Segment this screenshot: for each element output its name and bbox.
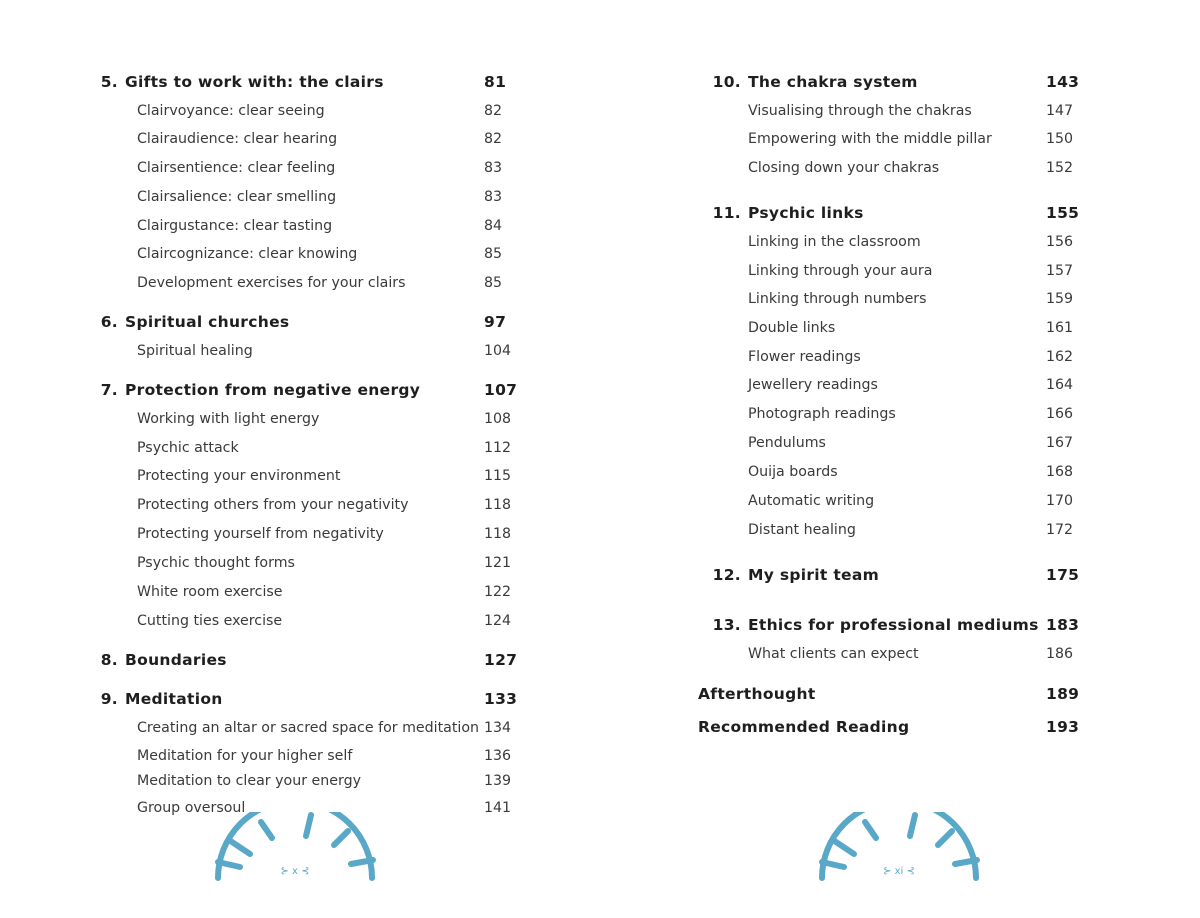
toc-subentry: [0, 215, 600, 237]
toc-subentry: [600, 643, 1200, 665]
toc-chapter-entry: [0, 71, 600, 93]
toc-chapter-entry: [600, 564, 1200, 586]
section-title: Photograph readings: [748, 406, 896, 422]
page-number: 107: [484, 381, 518, 399]
section-title: Clairvoyance: clear seeing: [137, 103, 325, 119]
chapter-title: Afterthought: [698, 685, 816, 703]
chapter-title: Protection from negative energy: [125, 381, 421, 399]
section-title: What clients can expect: [748, 646, 919, 662]
page-number: 82: [484, 131, 503, 147]
toc-chapter-entry: [0, 688, 600, 710]
chapter-title: My spirit team: [748, 566, 880, 584]
folio-flourish-left: ⊱: [280, 866, 289, 877]
section-title: Group oversoul: [137, 800, 246, 816]
page-number: 97: [484, 313, 507, 331]
toc-chapter-entry: [600, 71, 1200, 93]
section-title: Clairaudience: clear hearing: [137, 131, 338, 147]
toc-subentry: [0, 745, 600, 767]
page-number: 115: [484, 468, 512, 484]
toc-chapter-entry: [600, 614, 1200, 636]
section-title: Psychic thought forms: [137, 555, 295, 571]
page-number: 150: [1046, 131, 1074, 147]
page-number: 118: [484, 526, 512, 542]
page-number: 168: [1046, 464, 1074, 480]
chapter-number: 7.: [100, 381, 118, 399]
chapter-number: 13.: [712, 616, 741, 634]
section-title: Clairsentience: clear feeling: [137, 160, 336, 176]
page-number: 186: [1046, 646, 1074, 662]
section-title: Protecting your environment: [137, 468, 341, 484]
toc-subentry: [600, 432, 1200, 454]
toc-subentry: [600, 100, 1200, 122]
page-number: 175: [1046, 566, 1080, 584]
toc-subentry: [0, 717, 600, 739]
toc-subentry: [0, 340, 600, 362]
toc-subentry: [0, 243, 600, 265]
toc-subentry: [0, 186, 600, 208]
page-number: 121: [484, 555, 512, 571]
page-number: 133: [484, 690, 518, 708]
toc-backmatter-entry: [600, 716, 1200, 738]
page-number: 166: [1046, 406, 1074, 422]
section-title: Linking through numbers: [748, 291, 927, 307]
section-title: Meditation for your higher self: [137, 748, 353, 764]
chapter-title: Boundaries: [125, 651, 227, 669]
toc-subentry: [600, 128, 1200, 150]
section-title: Linking in the classroom: [748, 234, 921, 250]
toc-subentry: [600, 231, 1200, 253]
section-title: Linking through your aura: [748, 263, 933, 279]
chapter-title: The chakra system: [748, 73, 918, 91]
section-title: Cutting ties exercise: [137, 613, 283, 629]
page-number: 167: [1046, 435, 1074, 451]
section-title: Visualising through the chakras: [748, 103, 972, 119]
toc-subentry: [600, 346, 1200, 368]
page-number: 104: [484, 343, 512, 359]
folio-flourish-right: ⊰: [301, 866, 310, 877]
toc-subentry: [0, 157, 600, 179]
folio-number: xi: [894, 866, 904, 877]
toc-subentry: [600, 317, 1200, 339]
toc-subentry: [0, 272, 600, 294]
page-number: 81: [484, 73, 507, 91]
toc-subentry: [600, 260, 1200, 282]
chapter-number: 11.: [712, 204, 741, 222]
section-title: Meditation to clear your energy: [137, 773, 361, 789]
chapter-title: Ethics for professional mediums: [748, 616, 1039, 634]
folio-number: x: [292, 866, 298, 877]
toc-backmatter-entry: [600, 683, 1200, 705]
page-number: 124: [484, 613, 512, 629]
page-number: 82: [484, 103, 503, 119]
section-title: Protecting yourself from negativity: [137, 526, 384, 542]
toc-subentry: [600, 403, 1200, 425]
toc-chapter-entry: [600, 202, 1200, 224]
section-title: Development exercises for your clairs: [137, 275, 406, 291]
toc-subentry: [0, 437, 600, 459]
page-number: 83: [484, 160, 503, 176]
toc-right: [600, 0, 1200, 918]
section-title: Double links: [748, 320, 836, 336]
toc-subentry: [600, 490, 1200, 512]
page-number: 157: [1046, 263, 1074, 279]
section-title: Claircognizance: clear knowing: [137, 246, 358, 262]
section-title: Protecting others from your negativity: [137, 497, 409, 513]
section-title: Flower readings: [748, 349, 861, 365]
chapter-number: 5.: [100, 73, 118, 91]
page-number: 152: [1046, 160, 1074, 176]
chapter-number: 12.: [712, 566, 741, 584]
page-number: 183: [1046, 616, 1080, 634]
chapter-title: Meditation: [125, 690, 223, 708]
section-title: White room exercise: [137, 584, 283, 600]
toc-subentry: [0, 552, 600, 574]
chapter-number: 8.: [100, 651, 118, 669]
page-number: 108: [484, 411, 512, 427]
page-number: 83: [484, 189, 503, 205]
toc-subentry: [0, 610, 600, 632]
page-number: 189: [1046, 685, 1080, 703]
page-number: 161: [1046, 320, 1074, 336]
page-number: 85: [484, 246, 503, 262]
right-page: [600, 0, 1200, 918]
page-number: 136: [484, 748, 512, 764]
section-title: Automatic writing: [748, 493, 875, 509]
chapter-title: Recommended Reading: [698, 718, 910, 736]
section-title: Closing down your chakras: [748, 160, 940, 176]
toc-subentry: [0, 523, 600, 545]
page-number: 122: [484, 584, 512, 600]
section-title: Working with light energy: [137, 411, 320, 427]
section-title: Clairsalience: clear smelling: [137, 189, 337, 205]
page-number: 159: [1046, 291, 1074, 307]
page-number: 147: [1046, 103, 1074, 119]
chapter-number: 9.: [100, 690, 118, 708]
toc-subentry: [0, 581, 600, 603]
chapter-title: Psychic links: [748, 204, 864, 222]
toc-subentry: [600, 288, 1200, 310]
toc-subentry: [600, 519, 1200, 541]
section-title: Psychic attack: [137, 440, 239, 456]
chapter-number: 6.: [100, 313, 118, 331]
folio-flourish-left: ⊱: [883, 866, 892, 877]
section-title: Pendulums: [748, 435, 826, 451]
chapter-title: Gifts to work with: the clairs: [125, 73, 384, 91]
section-title: Distant healing: [748, 522, 856, 538]
page-number: 112: [484, 440, 512, 456]
folio-flourish-right: ⊰: [906, 866, 915, 877]
page-number-folio: [270, 866, 320, 877]
page-number: 143: [1046, 73, 1080, 91]
toc-subentry: [0, 128, 600, 150]
toc-chapter-entry: [0, 311, 600, 333]
page-number: 193: [1046, 718, 1080, 736]
page-number: 162: [1046, 349, 1074, 365]
page-number: 85: [484, 275, 503, 291]
section-title: Jewellery readings: [748, 377, 878, 393]
page-number: 172: [1046, 522, 1074, 538]
page-number: 134: [484, 720, 512, 736]
section-title: Spiritual healing: [137, 343, 253, 359]
page-number: 84: [484, 218, 503, 234]
page-number-folio: [874, 866, 924, 877]
page-number: 155: [1046, 204, 1080, 222]
section-title: Empowering with the middle pillar: [748, 131, 992, 147]
page-number: 164: [1046, 377, 1074, 393]
chapter-title: Spiritual churches: [125, 313, 290, 331]
toc-subentry: [0, 408, 600, 430]
page-number: 156: [1046, 234, 1074, 250]
toc-subentry: [0, 100, 600, 122]
toc-subentry: [0, 770, 600, 792]
page-number: 139: [484, 773, 512, 789]
toc-subentry: [0, 494, 600, 516]
page-number: 118: [484, 497, 512, 513]
toc-subentry: [600, 461, 1200, 483]
section-title: Creating an altar or sacred space for meditation: [137, 720, 480, 736]
toc-subentry: [0, 465, 600, 487]
section-title: Clairgustance: clear tasting: [137, 218, 333, 234]
toc-subentry: [600, 157, 1200, 179]
chapter-number: 10.: [712, 73, 741, 91]
section-title: Ouija boards: [748, 464, 838, 480]
toc-subentry: [600, 374, 1200, 396]
page-number: 170: [1046, 493, 1074, 509]
toc-chapter-entry: [0, 649, 600, 671]
page-number: 141: [484, 800, 512, 816]
page-number: 127: [484, 651, 518, 669]
toc-chapter-entry: [0, 379, 600, 401]
